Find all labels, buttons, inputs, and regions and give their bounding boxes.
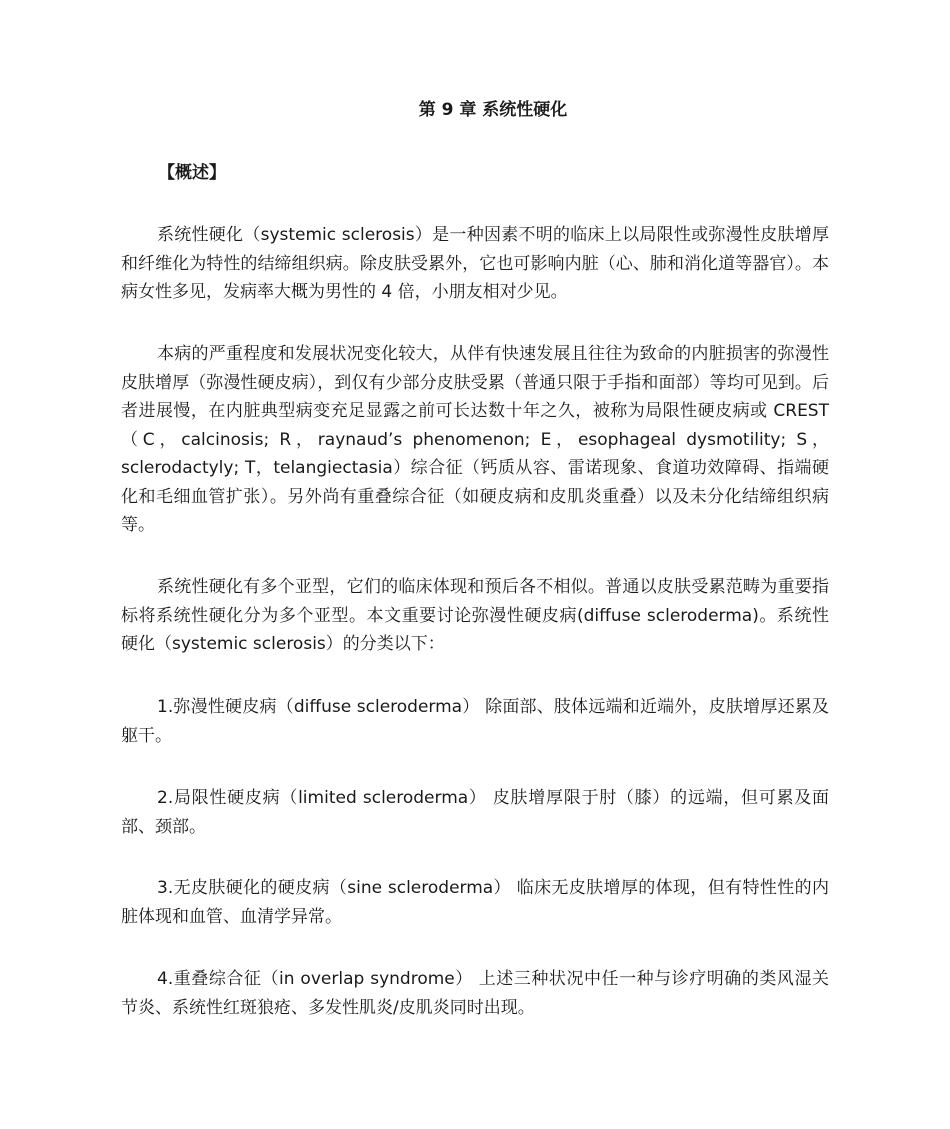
- section-heading: 【概述】: [158, 163, 226, 183]
- chapter-title: 第 9 章 系统性硬化: [418, 100, 568, 120]
- paragraph-overlap: 4.重叠综合征（in overlap syndrome） 上述三种状况中任一种与诊疗明确的类风湿关节炎、系统性红斑狼疮、多发性肌炎/皮肌炎同时出现。: [121, 969, 829, 1018]
- paragraph-subtypes: 系统性硬化有多个亚型，它们的临床体现和预后各不相似。普通以皮肤受累范畴为重要指标将系统性硬化分为多个亚型。本文重要讨论弥漫性硬皮病(diffuse scleroderma)。系统性硬化（systemic sclerosis）的分类以下：: [121, 577, 829, 654]
- paragraph-overview: 系统性硬化（systemic sclerosis）是一种因素不明的临床上以局限性或弥漫性皮肤增厚和纤维化为特性的结缔组织病。除皮肤受累外，它也可影响内脏（心、肺和消化道等器官）。本病女性多见，发病率大概为男性的 4 倍，小朋友相对少见。: [121, 225, 829, 302]
- paragraph-severity: 本病的严重程度和发展状况变化较大，从伴有快速发展且往往为致命的内脏损害的弥漫性皮肤增厚（弥漫性硬皮病），到仅有少部分皮肤受累（普通只限于手指和面部）等均可见到。后者进展慢，在内脏典型病变充足显露之前可长达数十年之久，被称为局限性硬皮病或 CREST（C，calcinosis; R，raynaud’s phenomenon; E，esophageal dysmotility; S，sclerodactyly; T，telangiectasia）综合征（钙质从容、雷诺现象、食道功效障碍、指端硬化和毛细血管扩张）。另外尚有重叠综合征（如硬皮病和皮肌炎重叠）以及未分化结缔组织病等。: [121, 344, 829, 535]
- paragraph-limited: 2.局限性硬皮病（limited scleroderma） 皮肤增厚限于肘（膝）的远端，但可累及面部、颈部。: [121, 788, 829, 837]
- paragraph-sine: 3.无皮肤硬化的硬皮病（sine scleroderma） 临床无皮肤增厚的体现，但有特性性的内脏体现和血管、血清学异常。: [121, 878, 829, 927]
- paragraph-diffuse: 1.弥漫性硬皮病（diffuse scleroderma） 除面部、肢体远端和近端外，皮肤增厚还累及躯干。: [121, 697, 829, 746]
